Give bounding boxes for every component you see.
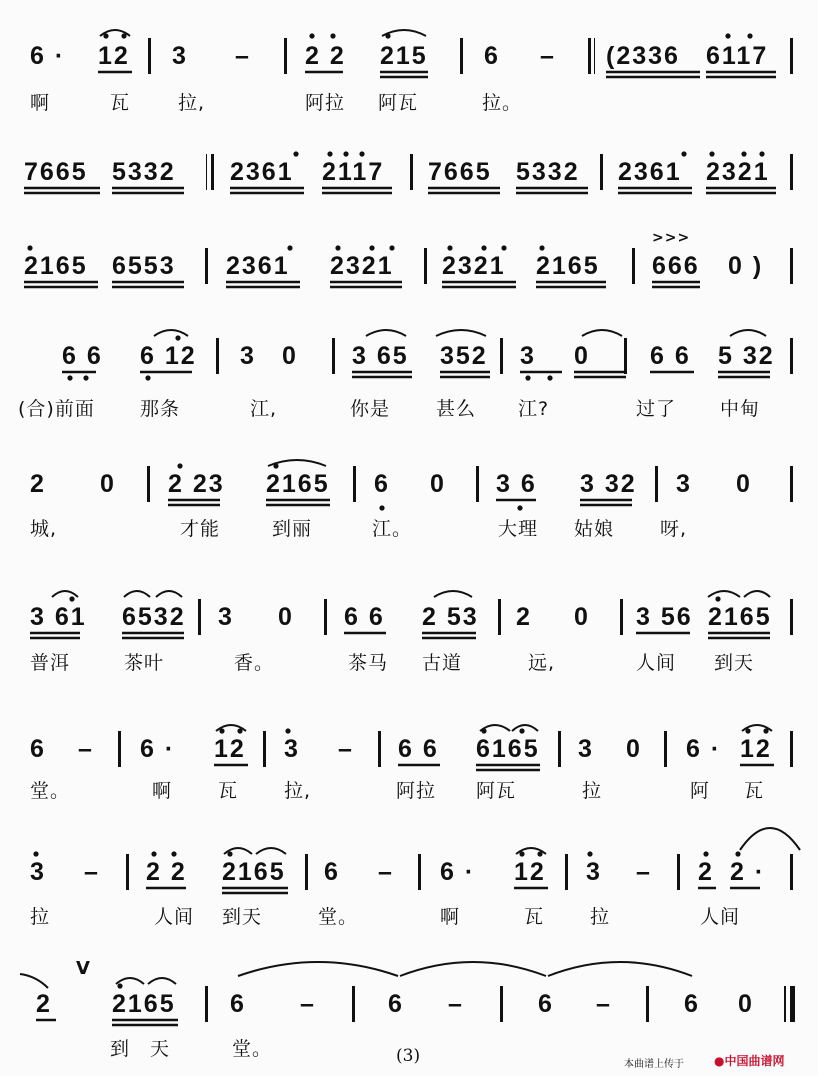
- slur: [238, 962, 398, 976]
- barline: [664, 731, 667, 767]
- slur: [708, 591, 740, 597]
- barline: [148, 38, 151, 74]
- barline: [205, 248, 208, 284]
- barline: [655, 466, 658, 502]
- note-group: 6: [324, 858, 340, 886]
- barline: [305, 854, 308, 890]
- barline: [790, 466, 793, 502]
- lyric: 香。: [234, 652, 275, 674]
- lyric: 瓦: [744, 780, 765, 802]
- octave-dot: [151, 851, 156, 856]
- slur: [742, 725, 772, 731]
- lyric: 啊: [440, 906, 461, 928]
- octave-dot: [747, 33, 752, 38]
- note-group: 7665: [24, 158, 88, 186]
- note-group: 0: [738, 990, 754, 1018]
- barline: [500, 338, 503, 374]
- note-group: –: [636, 858, 652, 886]
- note-group: 2361: [230, 158, 294, 186]
- octave-dot: [117, 983, 122, 988]
- note-group: 0: [278, 603, 294, 631]
- lyric: 到天: [714, 652, 755, 674]
- note-group: 352: [440, 342, 488, 370]
- barline: [620, 599, 623, 635]
- note-group: 2: [36, 990, 52, 1018]
- repeat-end-barline-thin: [206, 154, 207, 190]
- slur: [382, 30, 426, 36]
- note-group: 5332: [516, 158, 580, 186]
- note-group: –: [300, 990, 316, 1018]
- octave-dot: [763, 728, 768, 733]
- note-group: 0: [430, 470, 446, 498]
- octave-dot: [537, 851, 542, 856]
- slur: [730, 330, 766, 336]
- lyric: 呀,: [660, 518, 688, 540]
- lyric: 那条: [140, 398, 181, 420]
- octave-dot: [379, 505, 384, 510]
- note-group: 2: [30, 470, 46, 498]
- octave-dot: [67, 375, 72, 380]
- octave-dot: [517, 505, 522, 510]
- note-group: –: [78, 735, 94, 763]
- barline: [646, 986, 649, 1022]
- barline: [790, 854, 793, 890]
- lyric: 堂。: [318, 906, 359, 928]
- octave-dot: [447, 245, 452, 250]
- barline: [624, 338, 627, 374]
- note-group: 6 6: [62, 342, 103, 370]
- octave-dot: [219, 728, 224, 733]
- octave-dot: [121, 33, 126, 38]
- site-name: 中国曲谱网: [724, 1054, 785, 1068]
- note-group: 0: [574, 342, 590, 370]
- site-logo-icon: ●: [714, 1054, 725, 1068]
- lyric: 啊: [30, 92, 51, 114]
- note-group: –: [235, 42, 251, 70]
- note-group: 3 56: [636, 603, 693, 631]
- slur: [52, 591, 78, 597]
- slur: [224, 848, 252, 854]
- octave-dot: [327, 151, 332, 156]
- octave-dot: [145, 375, 150, 380]
- lyric: 人间: [154, 906, 195, 928]
- note-group: 6532: [122, 603, 186, 631]
- octave-dot: [385, 33, 390, 38]
- octave-dot: [369, 245, 374, 250]
- slur: [100, 30, 130, 36]
- note-group: 6 ·: [440, 858, 476, 886]
- note-group: 2321: [706, 158, 770, 186]
- octave-dot: [525, 375, 530, 380]
- note-group: 2361: [226, 252, 290, 280]
- octave-dot: [33, 851, 38, 856]
- octave-dot: [741, 151, 746, 156]
- note-group: –: [338, 735, 354, 763]
- lyric: 茶叶: [124, 652, 165, 674]
- note-group: 2 ·: [730, 858, 766, 886]
- note-group: 6: [484, 42, 500, 70]
- note-group: 0: [574, 603, 590, 631]
- note-group: –: [84, 858, 100, 886]
- page-number: (3): [396, 1046, 421, 1066]
- note-group: 6117: [706, 42, 769, 70]
- barline: [147, 466, 150, 502]
- note-group: 3 65: [352, 342, 409, 370]
- octave-dot: [83, 375, 88, 380]
- lyric: 到: [110, 1038, 131, 1060]
- note-group: 2165: [112, 990, 176, 1018]
- barline: [600, 154, 603, 190]
- octave-dot: [287, 245, 292, 250]
- lyric: 阿: [690, 780, 711, 802]
- note-group: 2 2: [305, 42, 346, 70]
- barline: [565, 854, 568, 890]
- barline: [677, 854, 680, 890]
- octave-dot: [175, 335, 180, 340]
- lyric: 江,: [250, 398, 278, 420]
- octave-dot: [177, 463, 182, 468]
- note-group: –: [448, 990, 464, 1018]
- lyric: 拉。: [482, 92, 523, 114]
- slur: [548, 962, 692, 976]
- repeat-end-barline: [211, 154, 214, 190]
- note-group: 2321: [442, 252, 506, 280]
- lyric: 姑娘: [574, 518, 615, 540]
- note-group: 2361: [618, 158, 682, 186]
- note-group: 6 6: [650, 342, 691, 370]
- slur: [256, 848, 286, 854]
- note-group: 3: [586, 858, 602, 886]
- barline: [500, 986, 503, 1022]
- barline: [790, 599, 793, 635]
- barline: [418, 854, 421, 890]
- slur: [216, 725, 246, 731]
- note-group: 666: [652, 252, 700, 280]
- slur: [434, 591, 472, 597]
- note-group: 2165: [222, 858, 286, 886]
- octave-dot: [227, 851, 232, 856]
- lyric: 人间: [636, 652, 677, 674]
- note-group: 0: [282, 342, 298, 370]
- barline: [378, 731, 381, 767]
- note-group: 2 23: [168, 470, 225, 498]
- note-group: 6: [388, 990, 404, 1018]
- slur: [400, 962, 546, 976]
- note-group: 2 53: [422, 603, 479, 631]
- note-group: 3: [30, 858, 46, 886]
- final-barline-thick: [790, 986, 795, 1022]
- lyric: 到丽: [272, 518, 313, 540]
- note-group: 2: [698, 858, 714, 886]
- lyric: 阿瓦: [476, 780, 517, 802]
- barline: [424, 248, 427, 284]
- octave-dot: [735, 851, 740, 856]
- octave-dot: [681, 151, 686, 156]
- barline: [324, 599, 327, 635]
- lyric: 中甸: [720, 398, 761, 420]
- octave-dot: [709, 151, 714, 156]
- lyric: 阿瓦: [378, 92, 419, 114]
- note-group: 3: [676, 470, 692, 498]
- octave-dot: [359, 151, 364, 156]
- octave-dot: [171, 851, 176, 856]
- barline: [790, 38, 793, 74]
- octave-dot: [587, 851, 592, 856]
- slur: [268, 460, 326, 466]
- barline: [353, 466, 356, 502]
- note-group: 6 ·: [140, 735, 176, 763]
- lyric: 堂。: [30, 780, 71, 802]
- tie-continuation: [20, 974, 48, 988]
- octave-dot: [69, 596, 74, 601]
- octave-dot: [343, 151, 348, 156]
- note-group: 3 32: [580, 470, 637, 498]
- note-group: 0 ): [728, 252, 764, 280]
- lyric: 大理: [498, 518, 539, 540]
- note-group: 6: [374, 470, 390, 498]
- barline: [476, 466, 479, 502]
- note-group: 12: [514, 858, 546, 886]
- slur: [516, 848, 546, 854]
- octave-dot: [745, 728, 750, 733]
- note-group: 3: [520, 342, 536, 370]
- barline: [790, 154, 793, 190]
- note-group: 0: [100, 470, 116, 498]
- octave-dot: [519, 851, 524, 856]
- note-group: 2165: [536, 252, 600, 280]
- barline: [410, 154, 413, 190]
- lyric: 甚么: [436, 398, 477, 420]
- slur: [156, 591, 182, 597]
- lyric: 瓦: [218, 780, 239, 802]
- lyric: 拉,: [178, 92, 206, 114]
- note-group: 6 12: [140, 342, 197, 370]
- note-group: 2165: [708, 603, 772, 631]
- slur: [480, 725, 510, 731]
- note-group: 6: [230, 990, 246, 1018]
- note-group: 3: [240, 342, 256, 370]
- lyric: 普洱: [30, 652, 71, 674]
- repeat-start-barline: [588, 38, 591, 74]
- octave-dot: [725, 33, 730, 38]
- accent-marks: >>>: [652, 230, 691, 246]
- note-group: 5 32: [718, 342, 775, 370]
- note-group: 3: [218, 603, 234, 631]
- lyric: 瓦: [524, 906, 545, 928]
- octave-dot: [293, 151, 298, 156]
- slur: [116, 978, 144, 984]
- note-group: 6: [30, 735, 46, 763]
- octave-dot: [273, 463, 278, 468]
- note-group: 0: [626, 735, 642, 763]
- slur: [366, 330, 406, 336]
- octave-dot: [703, 851, 708, 856]
- octave-dot: [481, 245, 486, 250]
- barline: [332, 338, 335, 374]
- slur: [154, 330, 188, 336]
- lyric: 拉: [582, 780, 603, 802]
- barline: [460, 38, 463, 74]
- barline: [790, 338, 793, 374]
- note-group: 6 6: [344, 603, 385, 631]
- barline: [263, 731, 266, 767]
- upload-credit: 本曲谱上传于: [624, 1059, 684, 1070]
- barline: [558, 731, 561, 767]
- lyric: 江。: [372, 518, 413, 540]
- barline: [205, 986, 208, 1022]
- lyric: 阿拉: [305, 92, 346, 114]
- note-group: 6 ·: [30, 42, 66, 70]
- note-group: 6553: [112, 252, 176, 280]
- octave-dot: [27, 245, 32, 250]
- lyric: 城,: [30, 518, 58, 540]
- lyric: 瓦: [110, 92, 131, 114]
- site-logo: [714, 1052, 785, 1069]
- note-group: 6 6: [398, 735, 439, 763]
- note-group: 12: [740, 735, 772, 763]
- note-group: 12: [98, 42, 130, 70]
- breath-mark: V: [76, 958, 90, 979]
- octave-dot: [103, 33, 108, 38]
- note-group: 3: [284, 735, 300, 763]
- barline: [790, 731, 793, 767]
- lyric: 你是: [350, 398, 391, 420]
- octave-dot: [759, 151, 764, 156]
- lyric: 拉: [590, 906, 611, 928]
- barline: [118, 731, 121, 767]
- note-group: –: [378, 858, 394, 886]
- note-group: 6 ·: [686, 735, 722, 763]
- lyric: 才能: [180, 518, 221, 540]
- note-group: 2117: [322, 158, 385, 186]
- barline: [498, 599, 501, 635]
- lyric: (合)前面: [18, 398, 95, 420]
- note-group: 3: [172, 42, 188, 70]
- note-group: 2: [516, 603, 532, 631]
- slur: [124, 591, 150, 597]
- note-group: 0: [736, 470, 752, 498]
- lyric: 过了: [636, 398, 677, 420]
- note-group: –: [540, 42, 556, 70]
- octave-dot: [330, 33, 335, 38]
- note-group: (2336: [606, 42, 680, 70]
- octave-dot: [501, 245, 506, 250]
- note-group: 3: [578, 735, 594, 763]
- barline: [352, 986, 355, 1022]
- note-group: 215: [380, 42, 428, 70]
- lyric: 天: [150, 1038, 171, 1060]
- lyric: 啊: [152, 780, 173, 802]
- lyric: 远,: [528, 652, 556, 674]
- slur: [582, 330, 622, 336]
- note-group: 2 2: [146, 858, 187, 886]
- final-barline-thin: [784, 986, 786, 1022]
- lyric: 拉: [30, 906, 51, 928]
- lyric: 古道: [422, 652, 463, 674]
- note-group: 6165: [476, 735, 540, 763]
- note-group: 2165: [24, 252, 88, 280]
- barline: [790, 248, 793, 284]
- lyric: 江?: [518, 398, 550, 420]
- lyric: 堂。: [232, 1038, 273, 1060]
- octave-dot: [237, 728, 242, 733]
- slur: [740, 828, 800, 850]
- lyric: 人间: [700, 906, 741, 928]
- octave-dot: [335, 245, 340, 250]
- lyric: 阿拉: [396, 780, 437, 802]
- octave-dot: [481, 728, 486, 733]
- slur: [744, 591, 770, 597]
- repeat-start-barline-thin: [594, 38, 595, 74]
- octave-dot: [519, 728, 524, 733]
- lyric: 拉,: [284, 780, 312, 802]
- note-group: 3 6: [496, 470, 537, 498]
- octave-dot: [285, 728, 290, 733]
- note-group: 5332: [112, 158, 176, 186]
- barline: [126, 854, 129, 890]
- note-group: 3 61: [30, 603, 87, 631]
- octave-dot: [389, 245, 394, 250]
- barline: [284, 38, 287, 74]
- lyric: 到天: [222, 906, 263, 928]
- note-group: 2165: [266, 470, 330, 498]
- octave-dot: [715, 596, 720, 601]
- octave-dot: [547, 375, 552, 380]
- note-group: 6: [684, 990, 700, 1018]
- barline: [216, 338, 219, 374]
- note-group: 12: [214, 735, 246, 763]
- note-group: 6: [538, 990, 554, 1018]
- barline: [198, 599, 201, 635]
- slur: [148, 978, 176, 984]
- slur: [512, 725, 538, 731]
- slur: [436, 330, 486, 336]
- note-group: 2321: [330, 252, 394, 280]
- note-group: 7665: [428, 158, 492, 186]
- octave-dot: [539, 245, 544, 250]
- note-group: –: [596, 990, 612, 1018]
- lyric: 茶马: [348, 652, 389, 674]
- octave-dot: [309, 33, 314, 38]
- barline: [632, 248, 635, 284]
